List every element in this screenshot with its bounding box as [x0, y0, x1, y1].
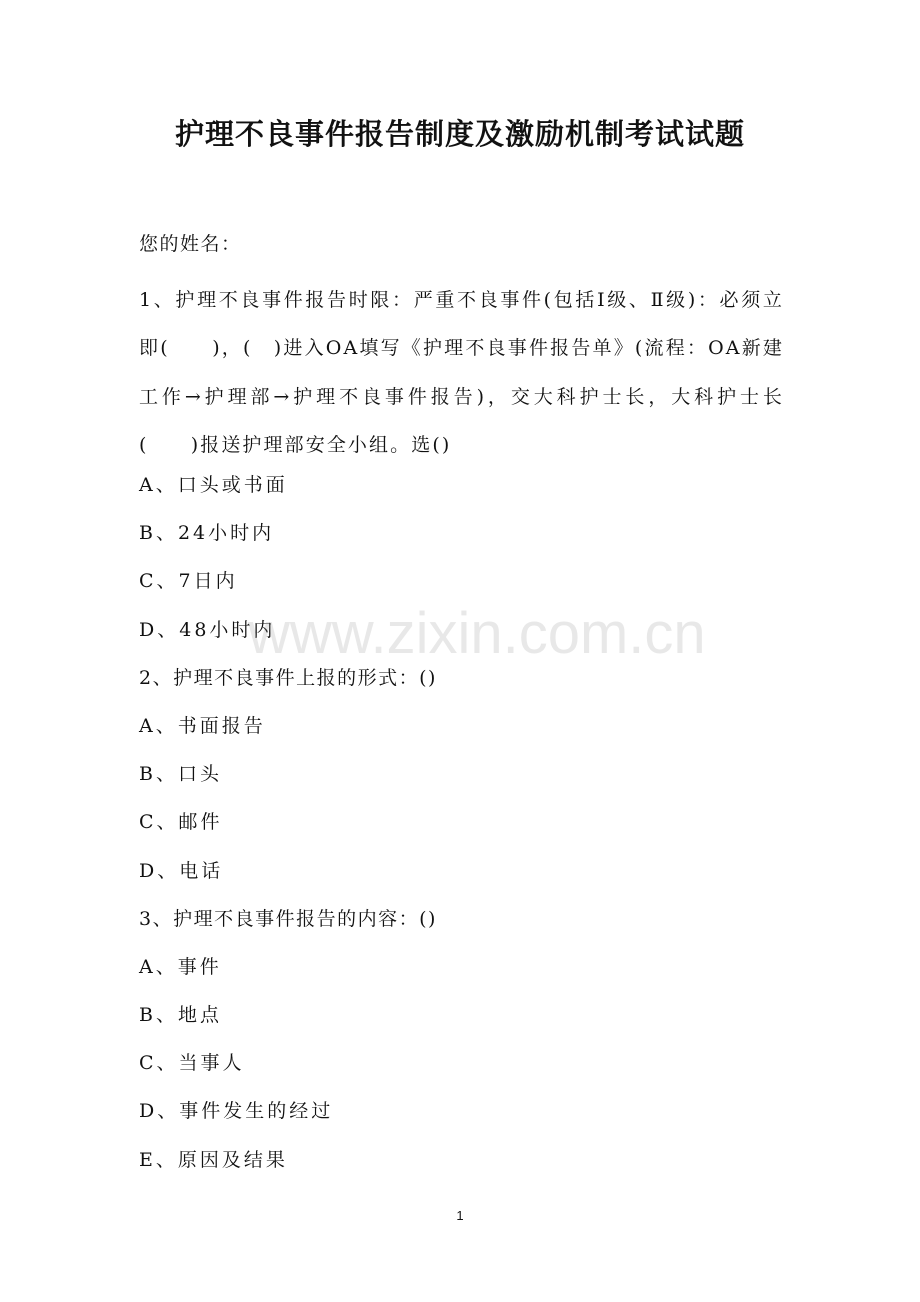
option-c: C、邮件: [139, 811, 223, 834]
exam-content: [139, 228, 784, 1192]
option-b: B、口头: [139, 763, 222, 786]
question-2: [139, 662, 784, 903]
option-d: D、48小时内: [139, 618, 276, 641]
watermark: www.zixin.com.cn: [248, 601, 706, 666]
option-a: A、事件: [139, 955, 222, 978]
option-a: A、书面报告: [139, 714, 266, 737]
name-label: 您的姓名：: [139, 233, 242, 255]
option-b: B、24小时内: [139, 522, 275, 545]
question-text: 3、护理不良事件报告的内容：(): [139, 907, 437, 930]
question-1: [139, 276, 784, 662]
option-e: E、原因及结果: [139, 1148, 288, 1171]
option-c: C、7日内: [139, 570, 238, 593]
question-text: 1、护理不良事件报告时限：严重不良事件(包括Ⅰ级、Ⅱ级)：必须立即( )，( )进入OA填写《护理不良事件报告单》(流程：OA新建工作→护理部→护理不良事件报告)，交大科护士长，大科护士长( )报送护理部安全小组。选(): [139, 289, 784, 456]
option-a: A、口头或书面: [139, 474, 288, 496]
page-number: 1: [456, 1208, 464, 1223]
page-title: 护理不良事件报告制度及激励机制考试试题: [174, 117, 745, 151]
option-c: C、当事人: [139, 1052, 245, 1075]
question-text: 2、护理不良事件上报的形式：(): [139, 666, 437, 689]
option-b: B、地点: [139, 1004, 222, 1027]
option-d: D、事件发生的经过: [139, 1100, 334, 1123]
question-3: [139, 903, 784, 1192]
option-d: D、电话: [139, 859, 224, 882]
